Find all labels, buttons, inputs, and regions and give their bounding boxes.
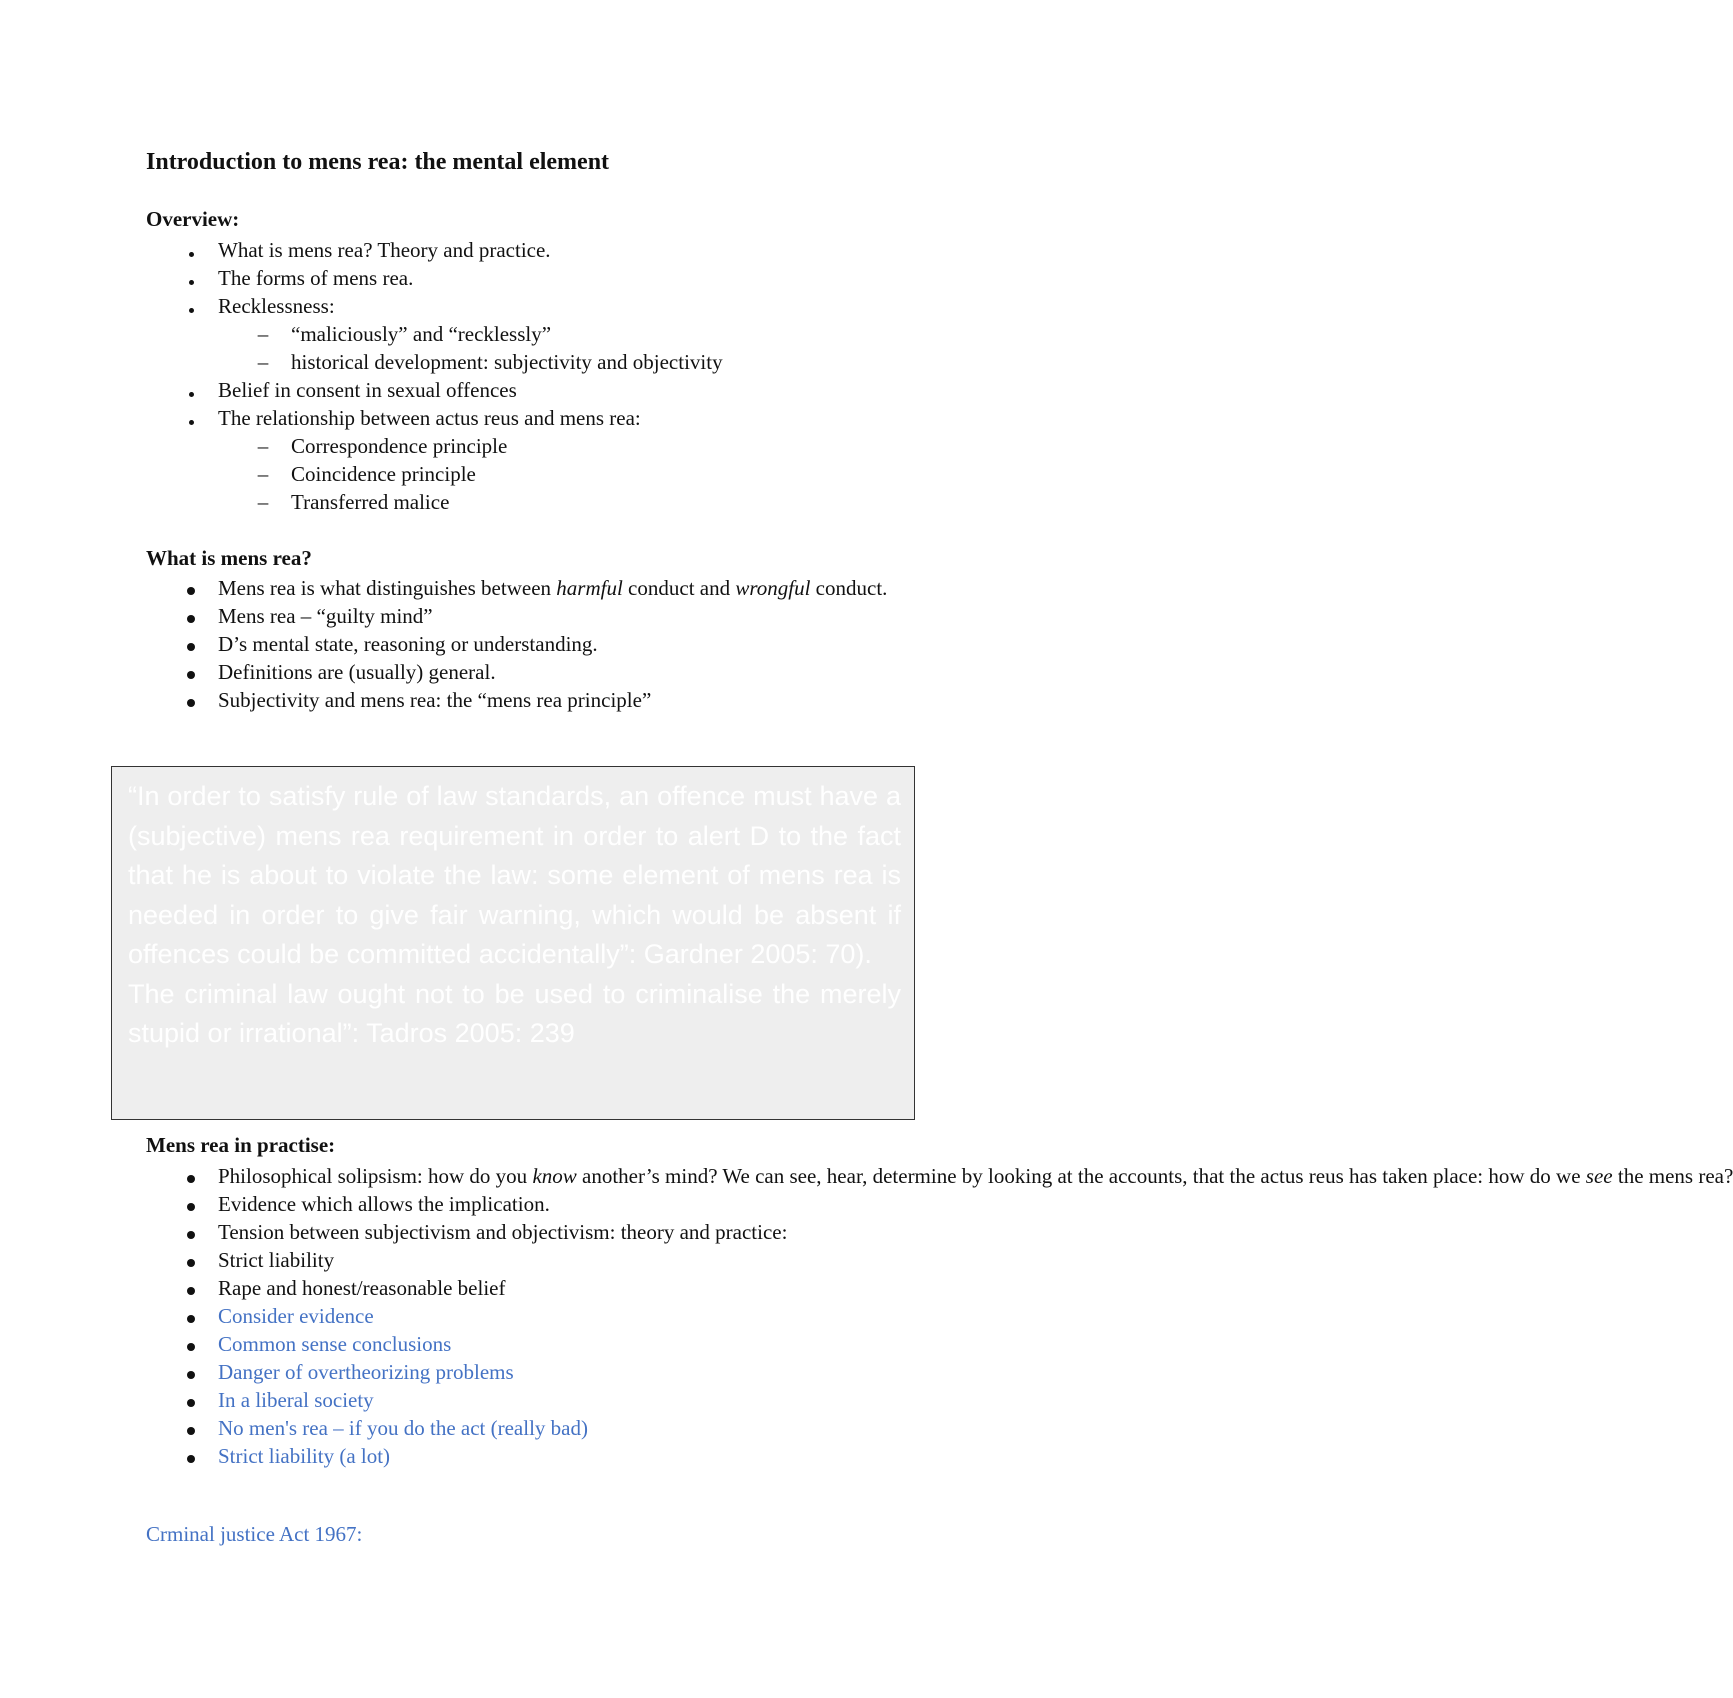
quote-paragraph-tadros: The criminal law ought not to be used to criminalise the merely stupid or irrational”: Tadros 2005: 239 xyxy=(128,978,901,1048)
note-item: Strict liability (a lot) xyxy=(0,1442,1263,1470)
bullet-icon xyxy=(185,376,197,404)
bullet-icon xyxy=(185,1218,197,1246)
note-item: No men's rea – if you do the act (really bad) xyxy=(0,1414,1263,1442)
bullet-icon xyxy=(185,1162,197,1190)
dash-icon: – xyxy=(257,322,269,346)
criminal-justice-act-note: Crminal justice Act 1967: xyxy=(146,1522,363,1546)
note-item: Consider evidence xyxy=(0,1302,1263,1330)
sub-list-item: – historical development: subjectivity and objectivity xyxy=(257,350,723,374)
quote-text xyxy=(128,777,901,1054)
what-is-heading: What is mens rea? xyxy=(146,546,312,570)
bullet-icon xyxy=(185,574,197,602)
bullet-icon xyxy=(185,292,197,320)
quote-box xyxy=(111,766,915,1120)
sub-list-item: – “maliciously” and “recklessly” xyxy=(257,322,552,346)
list-item: Subjectivity and mens rea: the “mens rea principle” xyxy=(0,686,887,714)
list-item: Definitions are (usually) general. xyxy=(0,658,887,686)
bullet-icon xyxy=(185,404,197,432)
list-item: Strict liability xyxy=(0,1246,1263,1274)
bullet-icon xyxy=(185,630,197,658)
note-item: Common sense conclusions xyxy=(0,1330,1263,1358)
overview-list xyxy=(0,236,723,516)
dash-icon: – xyxy=(257,350,269,374)
overview-heading: Overview: xyxy=(146,207,240,231)
bullet-icon xyxy=(185,658,197,686)
list-item: Rape and honest/reasonable belief xyxy=(0,1274,1263,1302)
bullet-icon xyxy=(185,1274,197,1302)
list-item: Belief in consent in sexual offences xyxy=(0,376,723,404)
note-item: In a liberal society xyxy=(0,1386,1263,1414)
bullet-icon xyxy=(185,1330,197,1358)
list-item: The forms of mens rea. xyxy=(0,264,723,292)
quote-paragraph-gardner: “In order to satisfy rule of law standards, an offence must have a (subjective) mens rea requirement in order to alert D to the fact that he is about to violate the law: some element of mens rea is needed in order to give fair warning, which would be absent if offences could be committed accidentally”: Gardner 2005: 70). xyxy=(128,781,901,969)
bullet-icon xyxy=(185,602,197,630)
bullet-icon xyxy=(185,1246,197,1274)
sub-list-item: – Coincidence principle xyxy=(257,462,476,486)
sub-list-item: – Transferred malice xyxy=(257,490,450,514)
what-is-list xyxy=(0,574,887,714)
list-item: Philosophical solipsism: how do you know another’s mind? We can see, hear, determine by looking at the accounts, that the actus reus has taken place: how do we see the mens rea? xyxy=(0,1162,1263,1190)
list-item: Mens rea – “guilty mind” xyxy=(0,602,887,630)
dash-icon: – xyxy=(257,462,269,486)
list-item: The relationship between actus reus and mens rea: xyxy=(0,404,723,432)
practise-heading: Mens rea in practise: xyxy=(146,1133,336,1157)
bullet-icon xyxy=(185,1190,197,1218)
dash-icon: – xyxy=(257,434,269,458)
list-item: Recklessness: xyxy=(0,292,723,320)
list-item: Evidence which allows the implication. xyxy=(0,1190,1263,1218)
bullet-icon xyxy=(185,686,197,714)
list-item: D’s mental state, reasoning or understanding. xyxy=(0,630,887,658)
list-item: Mens rea is what distinguishes between harmful conduct and wrongful conduct. xyxy=(0,574,887,602)
dash-icon: – xyxy=(257,490,269,514)
bullet-icon xyxy=(185,1414,197,1442)
list-item: Tension between subjectivism and objectivism: theory and practice: xyxy=(0,1218,1263,1246)
bullet-icon xyxy=(185,1442,197,1470)
page-title: Introduction to mens rea: the mental element xyxy=(146,149,610,175)
note-item: Danger of overtheorizing problems xyxy=(0,1358,1263,1386)
bullet-icon xyxy=(185,1358,197,1386)
list-item: What is mens rea? Theory and practice. xyxy=(0,236,723,264)
bullet-icon xyxy=(185,236,197,264)
bullet-icon xyxy=(185,264,197,292)
sub-list-item: – Correspondence principle xyxy=(257,434,508,458)
practise-list xyxy=(0,1162,1733,1470)
bullet-icon xyxy=(185,1302,197,1330)
bullet-icon xyxy=(185,1386,197,1414)
